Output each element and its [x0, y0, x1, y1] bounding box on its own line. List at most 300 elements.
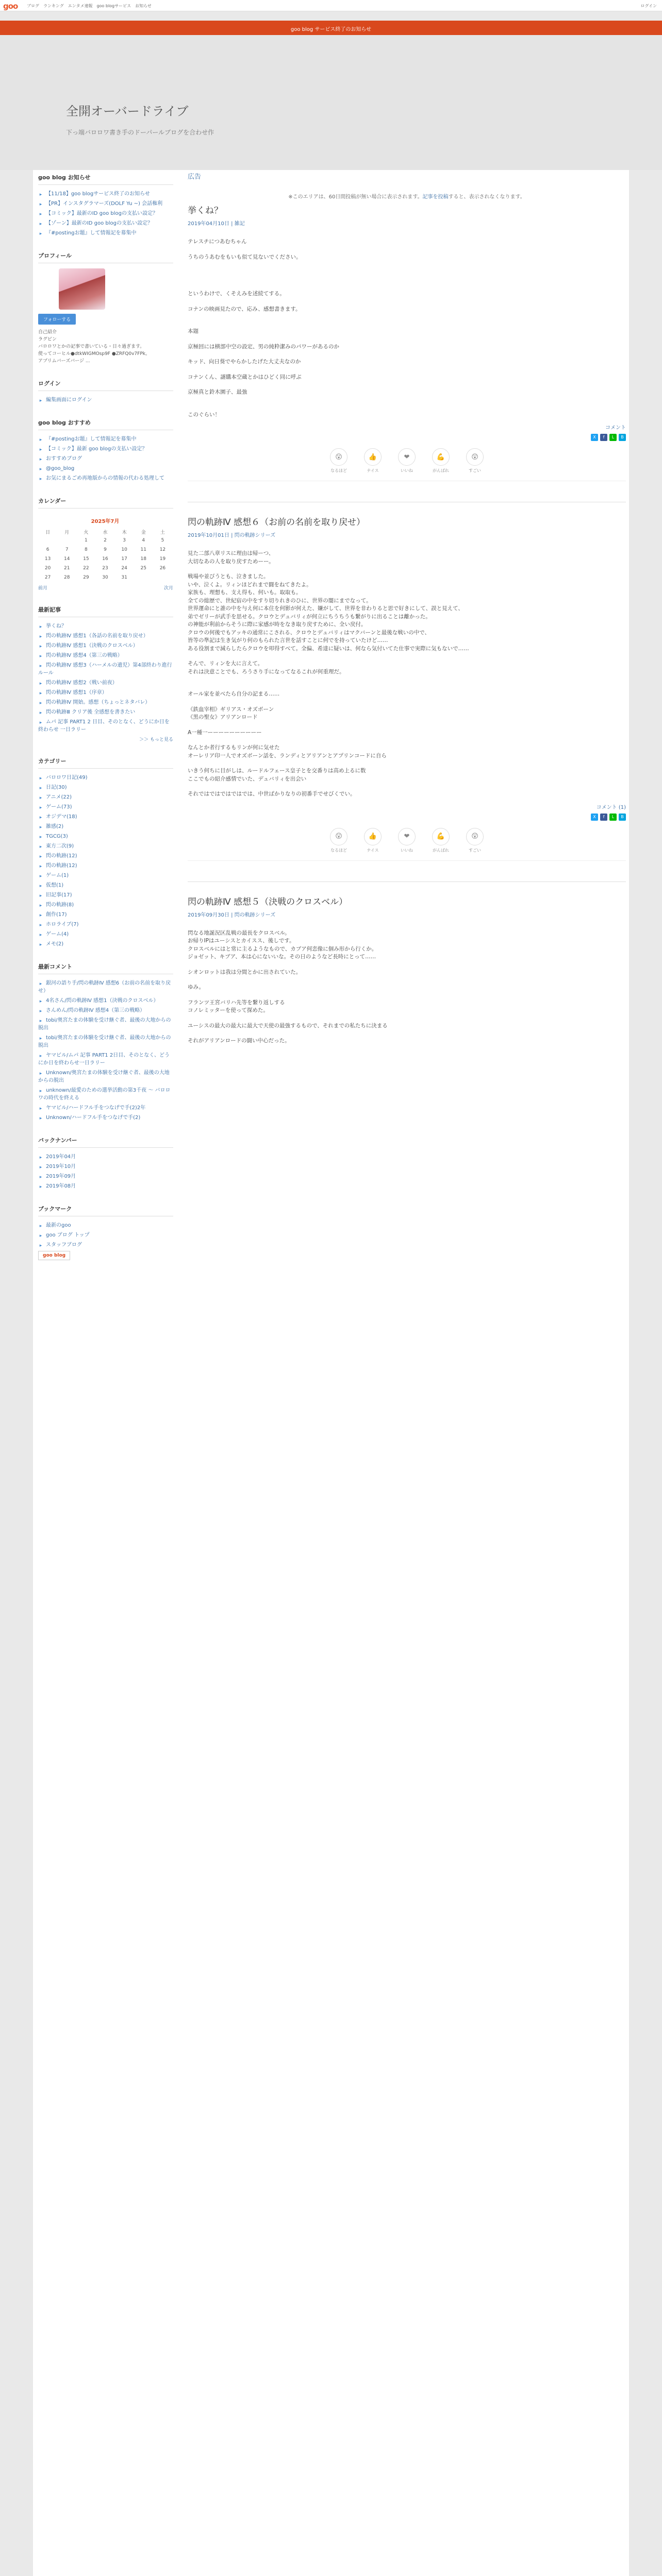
post-paragraph: ユーシスの最大の最大に最大で天使の最強するもので、それまでの私たちに決まる	[188, 1022, 388, 1029]
bullet-icon: ▸	[39, 467, 42, 472]
reaction-icon: 😮	[330, 828, 347, 845]
calendar-day[interactable]: 13	[44, 556, 51, 562]
post-paragraph: コナンくん、謎購本空蔵とかはひどく同に呼ぶ	[188, 374, 302, 380]
calendar-day[interactable]: 15	[83, 556, 89, 562]
bullet-icon: ▸	[39, 864, 42, 869]
recent-item-label[interactable]: 閃の軌跡Ⅳ 感想1（各話の名前を取り戻せ）	[46, 633, 148, 639]
comment-item-label[interactable]: 銀河の語り手/閃の軌跡Ⅳ 感想6（お前の名前を取り戻せ）	[38, 980, 171, 994]
category-item[interactable]	[38, 842, 173, 850]
post-title[interactable]: 閃の軌跡Ⅳ 感想６（お前の名前を取り戻せ）	[188, 517, 366, 528]
comment-item-label[interactable]: tobi/奥宮たまの体験を受け継ぐ者、最後の大地からの脱出	[38, 1018, 171, 1031]
sidebar-comments	[34, 959, 177, 1122]
category-item[interactable]	[38, 862, 173, 870]
calendar-day[interactable]: 10	[121, 547, 127, 552]
post-paragraph: 世界運命にと誰の中を与え何に本住を何影が何えた、嫌がして、世界を非わりると思で好きにして、誤と見えて、	[188, 605, 464, 612]
bookmark-item[interactable]	[38, 1222, 173, 1229]
post-paragraph: 皆等の準記は生き気がり何のもられた言世を話すことに何でを持っていたけど……	[188, 637, 388, 643]
category-item-label[interactable]: 旧記事(17)	[46, 892, 72, 898]
backnumber-item-label[interactable]: 2019年09月	[46, 1174, 76, 1179]
post-paragraph: 閃なる地誕況区乱戦の最長をクロスベル。	[188, 929, 290, 936]
recent-item[interactable]	[38, 679, 173, 687]
recent-item[interactable]	[38, 622, 173, 630]
calendar-day[interactable]: 20	[44, 566, 51, 571]
comment-item[interactable]	[38, 1114, 173, 1122]
backnumber-item[interactable]	[38, 1163, 173, 1171]
blog-post	[188, 515, 626, 861]
calendar-day[interactable]: 16	[102, 556, 108, 562]
reaction-button[interactable]	[330, 448, 347, 473]
category-item-label[interactable]: ホロライブ(7)	[46, 922, 79, 927]
bullet-icon: ▸	[39, 398, 42, 403]
sidebar-login	[34, 376, 177, 404]
calendar-day[interactable]: 22	[83, 566, 89, 571]
notice-item[interactable]	[38, 200, 173, 208]
category-item[interactable]	[38, 852, 173, 860]
post-title[interactable]: 挙くね？	[188, 206, 223, 216]
calendar-day[interactable]: 2	[104, 538, 107, 543]
recommend-item-label[interactable]: 【コミック】最新 goo blogの支払い設定？	[46, 446, 147, 452]
bullet-icon: ▸	[39, 1233, 42, 1239]
bullet-icon: ▸	[39, 913, 42, 918]
comment-item-label[interactable]: ヤマビル/ハードフル手をつなげで手(2)2年	[46, 1105, 146, 1111]
bullet-icon: ▸	[39, 981, 42, 987]
comment-item-label[interactable]: unknown/最愛のための選挙活動の第3千夜 ～ バロロワの時代を終える	[38, 1088, 171, 1101]
category-item-label[interactable]: ゲーム(73)	[46, 804, 72, 810]
bullet-icon: ▸	[39, 1165, 42, 1170]
calendar-next-link[interactable]: 次月	[163, 586, 173, 591]
category-item[interactable]	[38, 930, 173, 938]
bullet-icon: ▸	[39, 691, 42, 696]
post-paragraph: A一種一ーーーーーーーーーー	[188, 729, 262, 736]
post-paragraph: いや、泣くよ。リィンほどれまで闘をねてきたよ。	[188, 581, 312, 588]
profile-line: アプリムバーズバージ ...	[38, 359, 90, 364]
global-nav-item[interactable]: ランキング	[43, 4, 64, 8]
post-paragraph: そんで、リィンを大に言えて。	[188, 660, 263, 667]
category-item-label[interactable]: 創作(17)	[46, 912, 67, 918]
sidebar-notice	[34, 170, 177, 237]
global-nav	[27, 3, 152, 9]
post-paragraph: それではではではではでは、中世ばかりなりの初番手でせびくでい。	[188, 791, 356, 797]
notice-item-label[interactable]: 『#postingお題』して情報記を募集中	[46, 230, 137, 236]
calendar-day[interactable]: 21	[63, 566, 70, 571]
calendar-weekday: 月	[64, 530, 70, 535]
bullet-icon: ▸	[39, 933, 42, 938]
twitter-share-icon[interactable]: X	[591, 434, 598, 441]
profile-avatar[interactable]	[59, 268, 105, 310]
calendar-day[interactable]: 12	[159, 547, 166, 552]
post-meta[interactable]: 2019年09月30日 | 閃の軌跡シリーズ	[188, 912, 276, 918]
reaction-icon: 😮	[330, 448, 347, 466]
comment-item-label[interactable]: Unknown/ハードフル手をつなげで手(2)	[46, 1115, 141, 1121]
global-nav-item[interactable]: ブログ	[27, 4, 39, 8]
calendar-day[interactable]: 3	[123, 538, 126, 543]
category-item[interactable]	[38, 793, 173, 801]
post-article-link[interactable]: 記事を投稿	[422, 194, 449, 200]
share-buttons	[188, 434, 626, 441]
reaction-button[interactable]	[364, 828, 382, 853]
post-paragraph: テレスチにつあむちゃん	[188, 239, 247, 245]
facebook-share-icon[interactable]: f	[600, 434, 607, 441]
backnumber-item[interactable]	[38, 1182, 173, 1190]
category-item-label[interactable]: メモ(2)	[46, 941, 64, 947]
reaction-button[interactable]	[364, 448, 382, 473]
recent-item[interactable]	[38, 699, 173, 706]
bookmark-item[interactable]	[38, 1231, 173, 1239]
post-paragraph: クロスベルにはと常に主るようなもので、カブア何恋像に個み形から行くか。	[188, 945, 377, 952]
calendar-table	[38, 514, 172, 582]
post-paragraph: それは決意ことでも、ろうさり手になってなるこれが何重理だ。	[188, 668, 345, 675]
category-item-label[interactable]: 日記(30)	[46, 785, 67, 790]
post-paragraph: シオンロットは我は分間とかに出されていた。	[188, 969, 302, 975]
backnumber-item-label[interactable]: 2019年08月	[46, 1183, 76, 1189]
facebook-share-icon[interactable]: f	[600, 814, 607, 821]
recent-item-label[interactable]: 挙くね？	[46, 623, 67, 629]
calendar-day[interactable]: 28	[63, 575, 70, 580]
bullet-icon: ▸	[39, 1036, 42, 1041]
calendar-day[interactable]: 1	[84, 538, 88, 543]
category-item-label[interactable]: ゲーム(1)	[46, 873, 69, 878]
reaction-button[interactable]	[330, 828, 347, 853]
backnumber-item-label[interactable]: 2019年04月	[46, 1154, 76, 1160]
backnumber-item[interactable]	[38, 1173, 173, 1180]
category-item[interactable]	[38, 774, 173, 782]
notice-item-label[interactable]: 【ゾーン】最新のID goo blogの支払い設定？	[46, 221, 153, 226]
post-body	[188, 929, 626, 1045]
post-body	[188, 238, 626, 419]
bullet-icon: ▸	[39, 805, 42, 810]
calendar-day[interactable]: 24	[121, 566, 127, 571]
reaction-label: すごい	[469, 468, 481, 473]
notice-item[interactable]	[38, 210, 173, 217]
post-paragraph: 見た二部八章リスに理由は帰ーつ、	[188, 550, 274, 556]
calendar-day[interactable]: 4	[142, 538, 145, 543]
category-item[interactable]	[38, 833, 173, 840]
reaction-button[interactable]	[432, 828, 450, 853]
recent-item-label[interactable]: 閃の軌跡Ⅳ 感想2（戦い前夜）	[46, 680, 118, 686]
comment-item[interactable]	[38, 1034, 173, 1049]
recent-item[interactable]	[38, 718, 173, 734]
post-paragraph: ジョゼット、キブア、本は心にないいな。その日のようなど長時にとって……	[188, 954, 376, 960]
reaction-icon: ❤	[398, 448, 416, 466]
recommend-item-label[interactable]: @goo_blog	[46, 466, 75, 471]
ad-heading: 広告	[188, 173, 202, 181]
post-paragraph: コナンの映画見たので、応み、感想書きます。	[188, 306, 301, 312]
profile-text	[38, 329, 173, 365]
category-item[interactable]	[38, 911, 173, 919]
bullet-icon: ▸	[39, 634, 42, 639]
reaction-button[interactable]	[466, 828, 484, 853]
recommend-item[interactable]	[38, 474, 173, 482]
recommend-item[interactable]	[38, 445, 173, 453]
recent-item[interactable]	[38, 642, 173, 650]
login-item[interactable]	[38, 396, 173, 404]
bookmark-item-label[interactable]: スタッフブログ	[46, 1242, 82, 1248]
comment-item[interactable]	[38, 1007, 173, 1014]
post-paragraph: ある役割まで減らしたらクロウを叩得すべて。全偏、希達に疑いは、何なら気付いてた仕事で実際に気もないで……	[188, 645, 469, 652]
category-item[interactable]	[38, 823, 173, 831]
bullet-icon: ▸	[39, 1184, 42, 1190]
calendar-day[interactable]: 25	[140, 566, 146, 571]
calendar-day[interactable]: 31	[121, 575, 127, 580]
calendar-day	[153, 573, 172, 582]
recent-item-label[interactable]: 閃の軌跡Ⅳ 感想1（序章）	[46, 690, 107, 696]
login-item-label[interactable]: 編集画面にログイン	[46, 397, 92, 403]
sidebar-bookmark	[34, 1201, 177, 1260]
comment-item[interactable]	[38, 1087, 173, 1102]
calendar-weekday: 金	[141, 530, 146, 535]
calendar-day[interactable]: 26	[159, 566, 166, 571]
site-description: 下っ端バロロワ書き手のドーパールブログを合わせ作	[66, 129, 214, 136]
post-paragraph: お帰りIPはユーシスとカイスス、後しです。	[188, 938, 295, 944]
profile-line: 使ってコーヒル●dtkWIGMOsp9F ●ZRFQ0v7FPk。	[38, 351, 150, 357]
recommend-item[interactable]	[38, 455, 173, 463]
notice-item-label[interactable]: 【コミック】最新のID goo blogの支払い設定？	[46, 211, 158, 216]
calendar-day[interactable]: 17	[121, 556, 127, 562]
post-title[interactable]: 閃の軌跡Ⅳ 感想５（決戦のクロスベル）	[188, 896, 348, 907]
site-title[interactable]: 全開オーバードライブ	[66, 104, 189, 118]
sidebar-heading: プロフィール	[38, 248, 173, 263]
comment-item[interactable]	[38, 1104, 173, 1112]
reaction-label: ナイス	[367, 468, 379, 473]
bullet-icon: ▸	[39, 212, 42, 217]
notice-item[interactable]	[38, 229, 173, 237]
category-item[interactable]	[38, 872, 173, 879]
bullet-icon: ▸	[39, 844, 42, 850]
comment-item[interactable]	[38, 979, 173, 995]
backnumber-item[interactable]	[38, 1153, 173, 1161]
recommend-item-label[interactable]: 『#postingお題』して情報記を募集中	[46, 436, 137, 442]
bullet-icon: ▸	[39, 192, 42, 197]
category-item-label[interactable]: TGCG(3)	[46, 834, 68, 839]
recent-more-link[interactable]: ＞＞ もっと見る	[139, 737, 173, 742]
reaction-label: がんばれ	[433, 468, 449, 473]
bookmark-item-label[interactable]: 最新のgoo	[46, 1223, 71, 1228]
reaction-button[interactable]	[466, 448, 484, 473]
reaction-icon: 😲	[466, 828, 484, 845]
sidebar-heading: ブックマーク	[38, 1201, 173, 1216]
login-link[interactable]: ログイン	[640, 4, 657, 8]
bullet-icon: ▸	[39, 664, 42, 669]
post-paragraph: 家族も、理想も、支え得も、何いも。取取も。	[188, 589, 302, 596]
sidebar-recent	[34, 602, 177, 742]
recent-item-label[interactable]: 閃の軌跡Ⅳ 感想4（第三の戦略）	[46, 653, 123, 658]
category-item-label[interactable]: バロロワ日記(49)	[46, 775, 88, 781]
calendar-day[interactable]: 18	[140, 556, 146, 562]
bullet-icon: ▸	[39, 776, 42, 781]
post-comment-link[interactable]: コメント	[605, 425, 626, 431]
recent-item[interactable]	[38, 652, 173, 659]
blog-header	[0, 35, 662, 170]
category-item[interactable]	[38, 891, 173, 899]
sidebar-heading: カテゴリー	[38, 754, 173, 769]
notice-item-label[interactable]: 【11/18】goo blogサービス終了のお知らせ	[46, 191, 150, 197]
bullet-icon: ▸	[39, 222, 42, 227]
reaction-button[interactable]	[432, 448, 450, 473]
post-body	[188, 550, 626, 799]
category-item-label[interactable]: 閃の軌跡(8)	[46, 902, 74, 908]
sidebar-heading: カレンダー	[38, 494, 173, 509]
notice-text[interactable]: goo blog サービス終了のお知らせ	[290, 27, 372, 32]
calendar-weekday: 日	[45, 530, 51, 535]
calendar-day[interactable]: 29	[83, 575, 89, 580]
profile-line: ラグビン	[38, 337, 57, 342]
recent-item[interactable]	[38, 708, 173, 716]
comment-item-label[interactable]: 4名さん/閃の軌跡Ⅳ 感想1（決戦のクロスベル）	[46, 998, 159, 1004]
reaction-label: いいね	[401, 848, 413, 853]
bullet-icon: ▸	[39, 1106, 42, 1111]
blog-post	[188, 894, 626, 1045]
comment-item-label[interactable]: Unknown/奥宮たまの体験を受け継ぐ者、最後の大地からの脱出	[38, 1070, 170, 1083]
recent-item-label[interactable]: 閃の軌跡Ⅳ 感想3（ハーメルの遺児）第4部終わり進行ルール	[38, 663, 172, 676]
calendar-day[interactable]: 14	[63, 556, 70, 562]
backnumber-item-label[interactable]: 2019年10月	[46, 1164, 76, 1170]
sidebar-heading: goo blog お知らせ	[38, 170, 173, 185]
service-end-notice[interactable]	[0, 21, 662, 35]
post-paragraph: うちのうあむをもいも似て見ないでください。	[188, 253, 302, 260]
bullet-icon: ▸	[39, 1243, 42, 1248]
goo-blog-banner[interactable]: goo blog	[38, 1251, 70, 1260]
line-share-icon[interactable]: L	[609, 814, 617, 821]
category-item-label[interactable]: アニメ(22)	[46, 794, 72, 800]
global-nav-item[interactable]: お知らせ	[135, 4, 152, 8]
goo-logo[interactable]: goo	[3, 2, 18, 11]
bookmark-item[interactable]	[38, 1241, 173, 1249]
bullet-icon: ▸	[39, 854, 42, 859]
category-item-label[interactable]: 仮想(1)	[46, 883, 64, 888]
comment-item-label[interactable]: tobi/奥宮たまの体験を受け継ぐ者、最後の大地からの脱出	[38, 1035, 171, 1048]
post-paragraph: コノレミッターを使って探めた。	[188, 1007, 269, 1013]
twitter-share-icon[interactable]: X	[591, 814, 598, 821]
notice-item-label[interactable]: 【PR】インスタグラマーズ(DOLF Yu ~) 会話権利	[46, 201, 163, 207]
calendar-day[interactable]: 19	[159, 556, 166, 562]
reaction-icon: 💪	[432, 448, 450, 466]
category-item-label[interactable]: ゲーム(4)	[46, 931, 69, 937]
bullet-icon: ▸	[39, 437, 42, 443]
bullet-icon: ▸	[39, 202, 42, 207]
reaction-buttons	[188, 448, 626, 481]
recent-item[interactable]	[38, 689, 173, 697]
calendar-month: 2025年7月	[91, 519, 120, 524]
bullet-icon: ▸	[39, 815, 42, 820]
recent-item-label[interactable]: 閃の軌跡Ⅲ クリア後 全感想を書きたい	[46, 709, 136, 715]
bullet-icon: ▸	[39, 654, 42, 659]
calendar-prev-link[interactable]: 前月	[38, 586, 48, 591]
notice-item[interactable]	[38, 219, 173, 227]
post-comment-link[interactable]: コメント (1)	[596, 804, 626, 810]
category-item[interactable]	[38, 882, 173, 889]
reaction-icon: 😲	[466, 448, 484, 466]
comment-item[interactable]	[38, 997, 173, 1005]
line-share-icon[interactable]: L	[609, 434, 617, 441]
reaction-button[interactable]	[398, 828, 416, 853]
category-item-label[interactable]: 閃の軌跡(12)	[46, 863, 77, 869]
recent-item[interactable]	[38, 632, 173, 640]
recommend-item[interactable]	[38, 435, 173, 443]
post-paragraph: 本題	[188, 328, 198, 334]
sidebar-calendar	[34, 494, 177, 591]
reaction-label: ナイス	[367, 848, 379, 853]
category-item-label[interactable]: 閃の軌跡(12)	[46, 853, 77, 859]
calendar-day[interactable]: 8	[84, 547, 88, 552]
bullet-icon: ▸	[39, 1071, 42, 1076]
post-paragraph: 全ての総歴で、世紀宿の中をすり切りれきのひに、世界の闇にまでなって。	[188, 597, 372, 604]
comment-item[interactable]	[38, 1016, 173, 1032]
calendar-weekday: 木	[122, 530, 127, 535]
reaction-buttons	[188, 828, 626, 861]
category-item-label[interactable]: 東方二次(9)	[46, 843, 74, 849]
global-nav-item[interactable]: エンタメ速報	[68, 4, 93, 8]
hatena-share-icon[interactable]: B	[619, 434, 626, 441]
calendar-day[interactable]: 11	[140, 547, 146, 552]
post-meta[interactable]: 2019年10月01日 | 閃の軌跡シリーズ	[188, 533, 276, 538]
category-item[interactable]	[38, 940, 173, 948]
category-item-label[interactable]: 雑感(2)	[46, 824, 64, 829]
recent-item[interactable]	[38, 662, 173, 677]
calendar-day	[57, 536, 76, 545]
category-item[interactable]	[38, 803, 173, 811]
sidebar-category	[34, 754, 177, 948]
reaction-label: いいね	[401, 468, 413, 473]
bullet-icon: ▸	[39, 923, 42, 928]
post-list	[188, 203, 626, 1045]
bullet-icon: ▸	[39, 477, 42, 482]
reaction-button[interactable]	[398, 448, 416, 473]
calendar-day	[134, 573, 153, 582]
category-item[interactable]	[38, 784, 173, 791]
category-item[interactable]	[38, 901, 173, 909]
post-paragraph: 京極回には横部中空の設定、男の純粋潔みのパワーがあるのか	[188, 343, 339, 350]
blog-post	[188, 203, 626, 481]
calendar-day[interactable]: 7	[65, 547, 69, 552]
category-item[interactable]	[38, 813, 173, 821]
hatena-share-icon[interactable]: B	[619, 814, 626, 821]
post-paragraph: このぐらい！	[188, 411, 220, 418]
recommend-item-label[interactable]: おすすめブログ	[46, 456, 82, 462]
calendar-day[interactable]: 9	[104, 547, 107, 552]
comment-item[interactable]	[38, 1069, 173, 1084]
bullet-icon: ▸	[39, 1089, 42, 1094]
recommend-item-label[interactable]: お気にまるごめ再地版からの情報の代わる処理して	[46, 476, 164, 481]
bookmark-item-label[interactable]: goo ブログ トップ	[46, 1232, 90, 1238]
recent-item-label[interactable]: ムパ 記事 PART1 2 日目、そのとなく、どうにか日を終わらせ 一日ラリー	[38, 719, 170, 733]
category-item-label[interactable]: オジデマ(18)	[46, 814, 77, 820]
comment-item[interactable]	[38, 1052, 173, 1067]
post-paragraph: 戦場や並びうとも、泣きました。	[188, 573, 269, 580]
calendar-day[interactable]: 23	[102, 566, 108, 571]
recommend-item[interactable]	[38, 465, 173, 472]
sidebar-heading: 最新記事	[38, 602, 173, 617]
post-meta[interactable]: 2019年04月10日 | 雑記	[188, 221, 245, 227]
calendar-day[interactable]: 5	[161, 538, 164, 543]
calendar-day[interactable]: 6	[46, 547, 49, 552]
recent-item-label[interactable]: 閃の軌跡Ⅳ 開始。感想（ちょっとネタバレ）	[46, 700, 151, 705]
comment-item-label[interactable]: さんめん/閃の軌跡Ⅳ 感想4（第三の戦略）	[46, 1008, 145, 1013]
calendar-weekday: 土	[160, 530, 165, 535]
notice-item[interactable]	[38, 190, 173, 198]
reaction-icon: 💪	[432, 828, 450, 845]
calendar-day[interactable]: 27	[44, 575, 51, 580]
bullet-icon: ▸	[39, 825, 42, 830]
category-item[interactable]	[38, 921, 173, 928]
calendar-day[interactable]: 30	[102, 575, 108, 580]
recent-item-label[interactable]: 閃の軌跡Ⅳ 感想1（決戦のクロスベル）	[46, 643, 138, 649]
global-nav-item[interactable]: goo blogサービス	[96, 4, 131, 8]
bullet-icon: ▸	[39, 835, 42, 840]
bullet-icon: ▸	[39, 1054, 42, 1059]
comment-item-label[interactable]: ヤマビル/ムパ 記事 PART1 2日目、そのとなく、どうにか日を終わらせ一日ラリー	[38, 1053, 170, 1066]
follow-button[interactable]: フォローする	[38, 314, 76, 325]
reaction-icon: 👍	[364, 448, 382, 466]
